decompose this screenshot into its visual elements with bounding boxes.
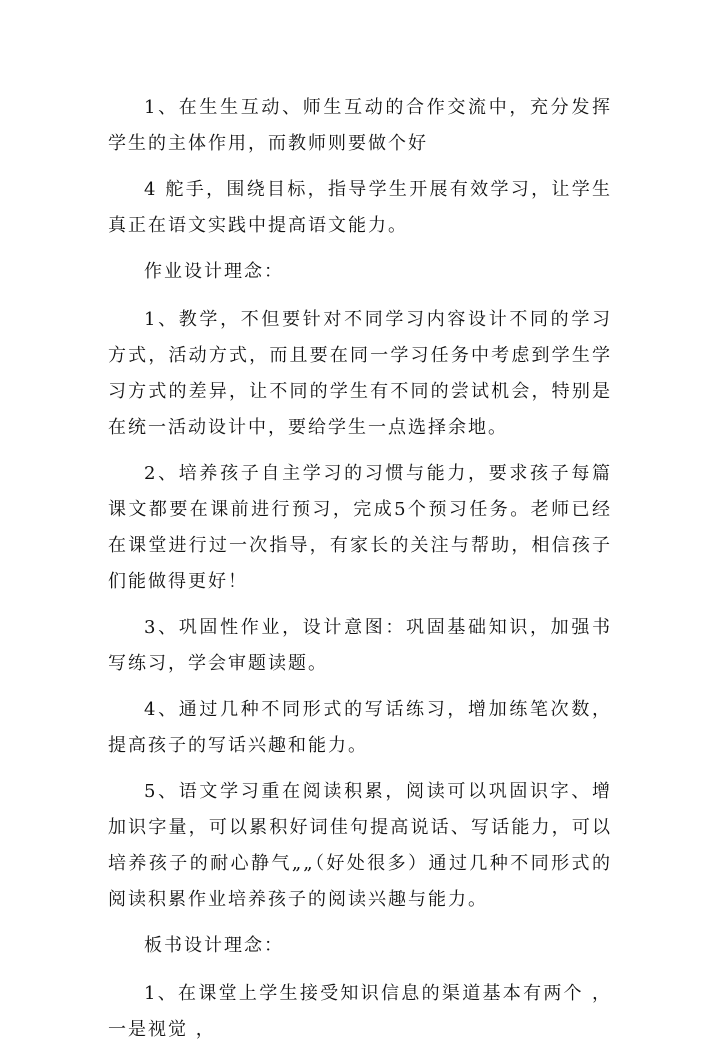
paragraph-homework-point-4: 4、通过几种不同形式的写话练习，增加练笔次数，提高孩子的写话兴趣和能力。: [108, 699, 612, 756]
paragraph-homework-point-3: 3、巩固性作业，设计意图：巩固基础知识，加强书写练习，学会审题读题。: [108, 617, 612, 674]
paragraph-homework-point-2: 2、培养孩子自主学习的习惯与能力，要求孩子每篇课文都要在课前进行预习，完成5个预习任务。老师已经在课堂进行过一次指导，有家长的关注与帮助，相信孩子们能做得更好！: [108, 463, 612, 592]
heading-blackboard-design: 板书设计理念：: [144, 935, 284, 956]
paragraph-student-interaction: 1、在生生互动、师生互动的合作交流中，充分发挥学生的主体作用，而教师则要做个好: [108, 97, 612, 154]
heading-homework-design: 作业设计理念：: [144, 261, 284, 282]
paragraph-teacher-helmsman: 4 舵手，围绕目标，指导学生开展有效学习，让学生真正在语文实践中提高语文能力。: [108, 179, 612, 236]
paragraph-homework-point-1: 1、教学，不但要针对不同学习内容设计不同的学习方式，活动方式，而且要在同一学习任务中考虑到学生学习方式的差异，让不同的学生有不同的尝试机会，特别是在统一活动设计中，要给学生一点选择余地。: [108, 309, 612, 438]
paragraph-homework-point-5: 5、语文学习重在阅读积累，阅读可以巩固识字、增加识字量，可以累积好词佳句提高说话、写话能力，可以培养孩子的耐心静气„„（好处很多）通过几种不同形式的阅读积累作业培养孩子的阅读兴趣与能力。: [108, 781, 612, 910]
paragraph-blackboard-point-1: 1、在课堂上学生接受知识信息的渠道基本有两个 ，一是视觉 ，: [108, 983, 612, 1040]
